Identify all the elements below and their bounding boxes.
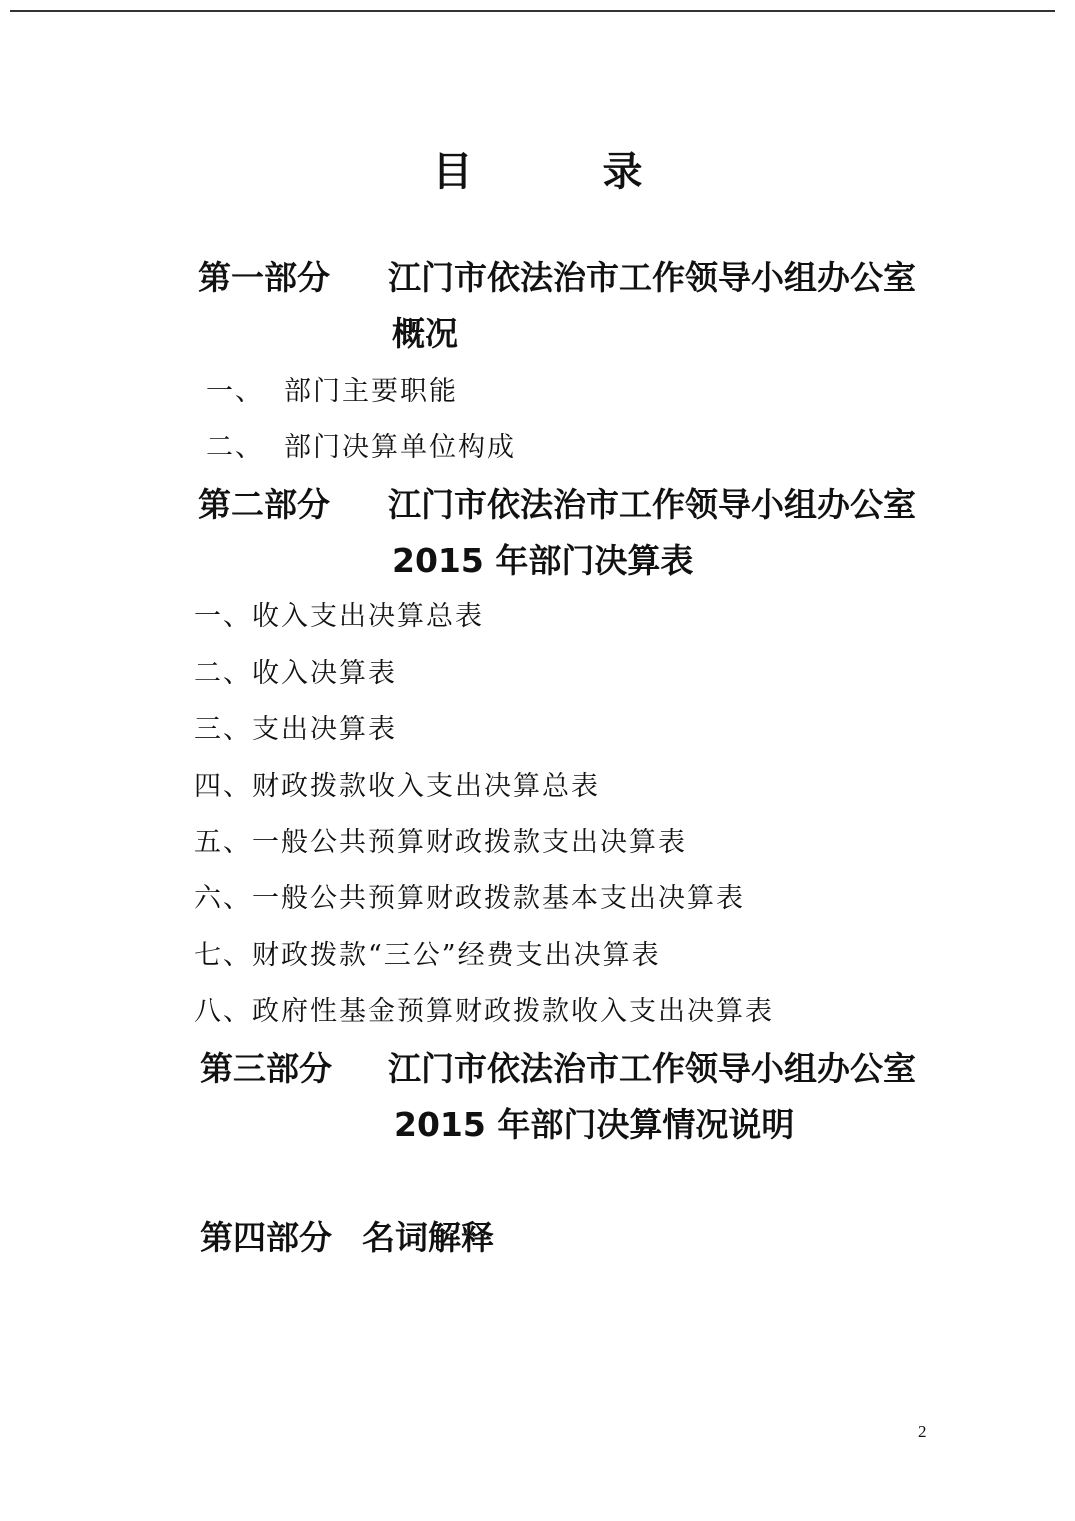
toc-item: 二、收入决算表 xyxy=(194,658,397,689)
toc-item: 八、政府性基金预算财政拨款收入支出决算表 xyxy=(194,996,774,1027)
part-label: 第三部分 xyxy=(200,1049,332,1088)
toc-item: 一、收入支出决算总表 xyxy=(194,601,484,632)
part-subtitle: 概况 xyxy=(392,314,458,353)
part-subtitle: 2015 年部门决算表 xyxy=(392,541,694,580)
toc-item: 一、 部门主要职能 xyxy=(206,376,458,407)
toc-item: 四、财政拨款收入支出决算总表 xyxy=(194,771,600,802)
toc-title-char-1: 目 xyxy=(432,149,473,195)
toc-item: 二、 部门决算单位构成 xyxy=(206,432,516,463)
part-name: 名词解释 xyxy=(362,1218,494,1257)
part-name: 江门市依法治市工作领导小组办公室 xyxy=(388,258,916,297)
toc-title xyxy=(0,140,1075,197)
part-subtitle: 2015 年部门决算情况说明 xyxy=(394,1105,795,1144)
part-label: 第二部分 xyxy=(198,485,330,524)
toc-item: 三、支出决算表 xyxy=(194,714,397,745)
page-number: 2 xyxy=(918,1422,927,1441)
toc-item: 五、一般公共预算财政拨款支出决算表 xyxy=(194,827,687,858)
top-rule xyxy=(10,10,1055,12)
toc-item: 七、财政拨款“三公”经费支出决算表 xyxy=(194,940,661,971)
part-label: 第四部分 xyxy=(200,1218,332,1257)
part-name: 江门市依法治市工作领导小组办公室 xyxy=(388,1049,916,1088)
part-label: 第一部分 xyxy=(198,258,330,297)
toc-item: 六、一般公共预算财政拨款基本支出决算表 xyxy=(194,883,745,914)
toc-title-char-2: 录 xyxy=(602,149,643,195)
part-name: 江门市依法治市工作领导小组办公室 xyxy=(388,485,916,524)
